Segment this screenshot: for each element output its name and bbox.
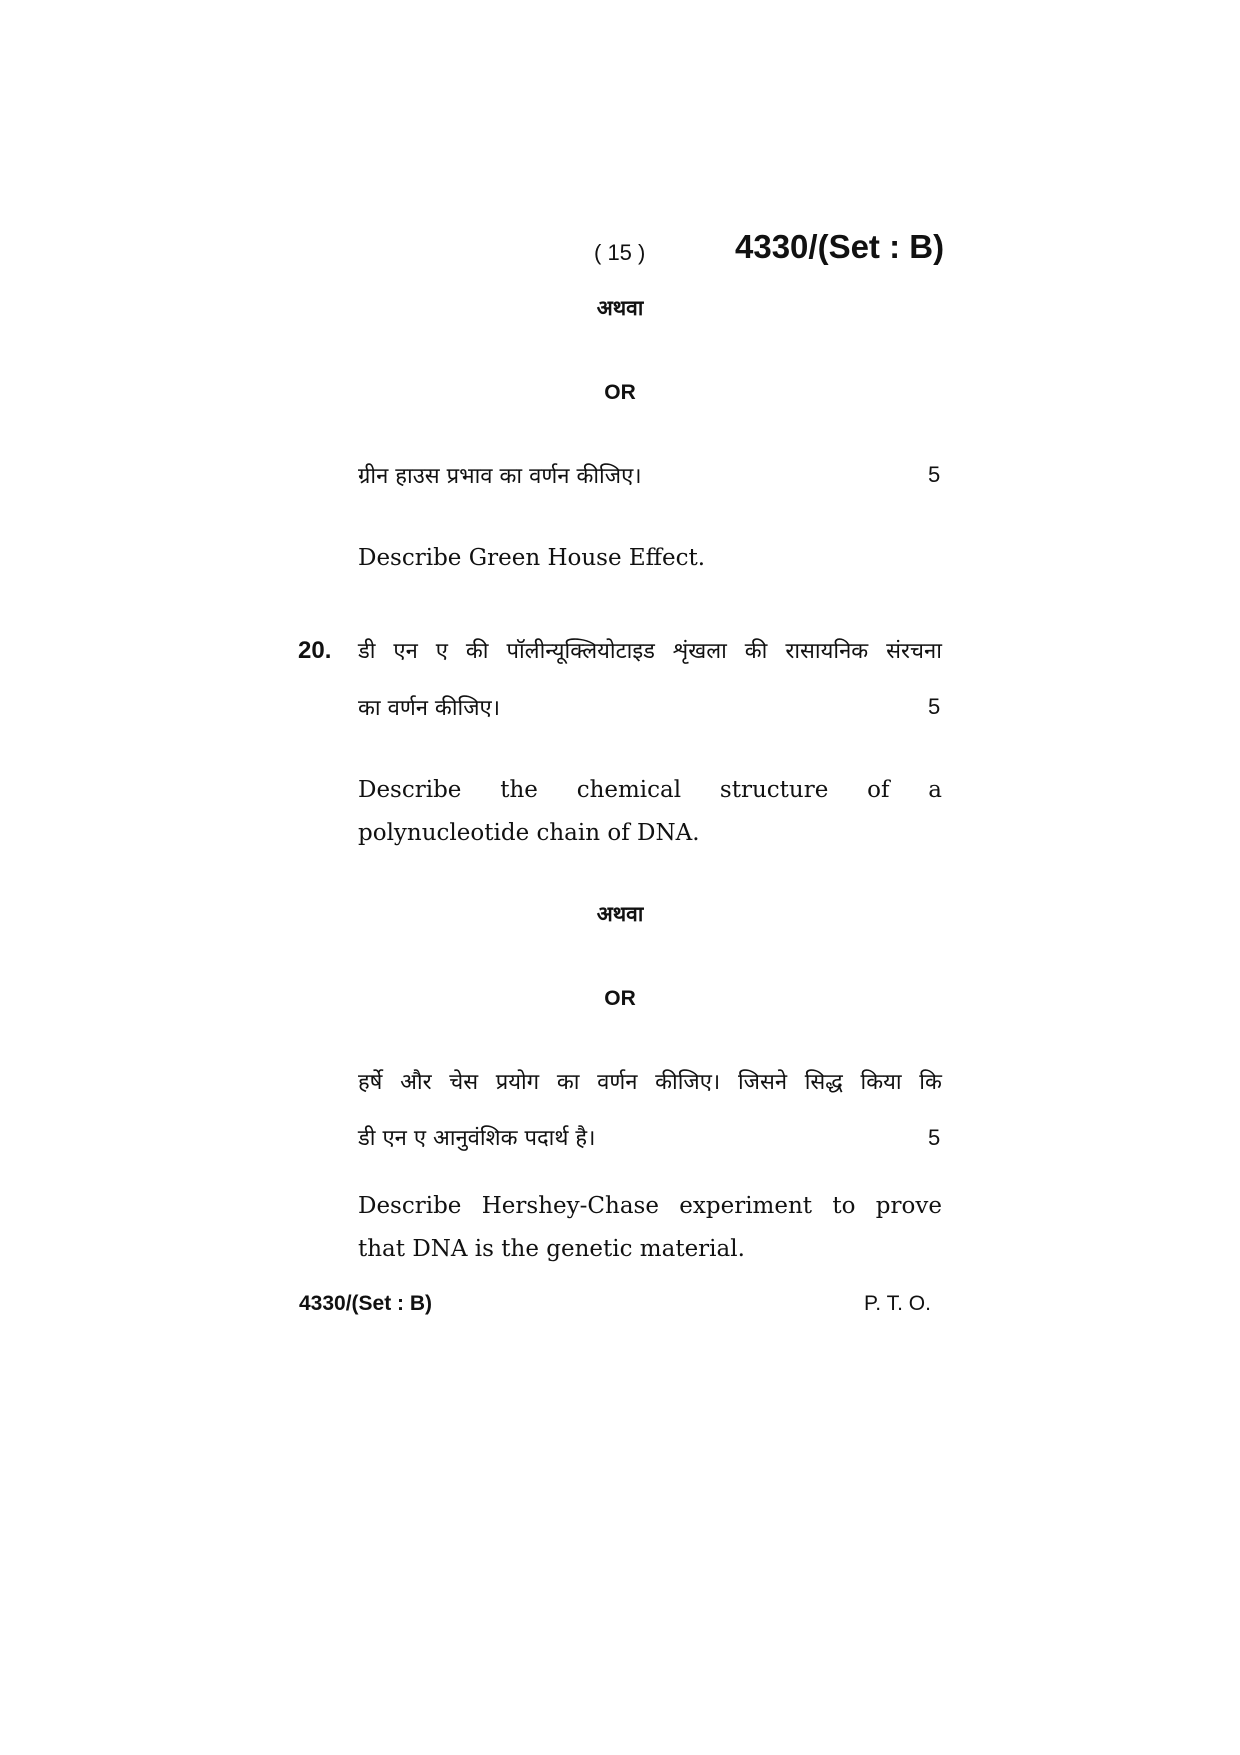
word: की	[465, 639, 489, 664]
word: Describe	[358, 777, 462, 803]
page-number: ( 15 )	[594, 240, 646, 265]
word: हर्षे	[358, 1070, 383, 1095]
word: पॉलीन्यूक्लियोटाइड	[506, 639, 655, 664]
question20-english-line2: polynucleotide chain of DNA.	[358, 820, 700, 846]
hershey-chase-english-line1	[358, 1193, 942, 1219]
word: शृंखला	[672, 639, 727, 664]
word: सिद्ध	[804, 1070, 843, 1095]
hershey-chase-hindi-line1	[358, 1066, 942, 1096]
marks-hershey-chase: 5	[928, 1125, 941, 1150]
word: एन	[393, 639, 418, 664]
athva-separator-2: अथवा	[596, 902, 644, 926]
set-code-footer: 4330/(Set : B)	[299, 1292, 433, 1315]
word: रासायनिक	[785, 639, 869, 664]
word: और	[400, 1070, 432, 1095]
word: experiment	[679, 1193, 813, 1219]
or-separator-2: OR	[604, 987, 636, 1010]
hershey-chase-english-line2: that DNA is the genetic material.	[358, 1236, 745, 1262]
question20-hindi-line1	[358, 635, 942, 665]
word: Hershey-Chase	[481, 1193, 659, 1219]
word: a	[928, 777, 942, 803]
question-english-greenhouse: Describe Green House Effect.	[358, 545, 706, 571]
question-hindi-greenhouse: ग्रीन हाउस प्रभाव का वर्णन कीजिए।	[358, 464, 642, 489]
word: कीजिए।	[655, 1070, 721, 1095]
word: प्रयोग	[495, 1070, 540, 1095]
athva-separator-1: अथवा	[596, 296, 644, 320]
word: to	[832, 1193, 856, 1219]
word: chemical	[576, 777, 682, 803]
word: prove	[875, 1193, 942, 1219]
question20-hindi-line2: का वर्णन कीजिए।	[358, 696, 501, 721]
word: the	[500, 777, 538, 803]
word: ए	[435, 639, 448, 664]
marks-greenhouse: 5	[928, 462, 941, 487]
marks-question20: 5	[928, 694, 941, 719]
word: चेस	[449, 1070, 479, 1095]
word: structure	[719, 777, 829, 803]
word: Describe	[358, 1193, 462, 1219]
question-number-20: 20.	[298, 637, 332, 664]
word: जिसने	[737, 1070, 788, 1095]
word: का	[556, 1070, 580, 1095]
word: कि	[919, 1070, 942, 1095]
word: वर्णन	[597, 1070, 638, 1095]
word: की	[744, 639, 768, 664]
set-code-header: 4330/(Set : B)	[735, 228, 945, 265]
word: संरचना	[886, 639, 942, 664]
word: किया	[860, 1070, 902, 1095]
hershey-chase-hindi-line2: डी एन ए आनुवंशिक पदार्थ है।	[358, 1126, 596, 1151]
or-separator-1: OR	[604, 381, 636, 404]
question20-english-line1	[358, 777, 942, 803]
word: of	[867, 777, 890, 803]
pto-label: P. T. O.	[864, 1292, 931, 1315]
word: डी	[358, 639, 376, 664]
